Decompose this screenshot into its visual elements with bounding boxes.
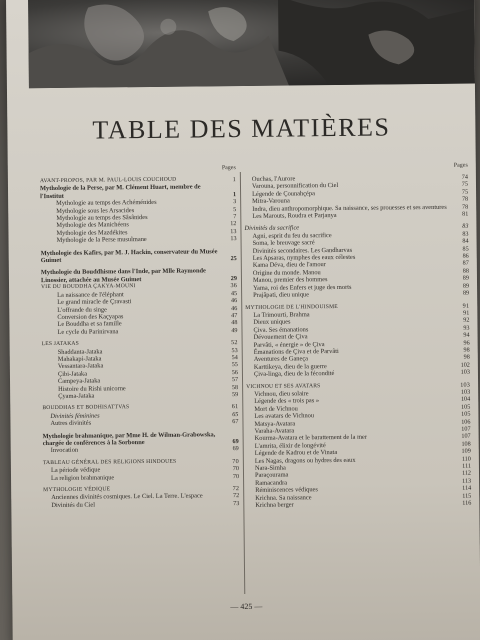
toc-entry-page: 65 [232, 410, 239, 418]
toc-entry-page: 12 [230, 220, 237, 228]
toc-entry-title: Histoire du Rishi unicorne [58, 384, 126, 393]
toc-entry-title: Aventures de Ganeça [253, 355, 309, 364]
toc-entry-page: 96 [463, 339, 470, 347]
toc-entry [42, 418, 238, 427]
toc-entry-page: 73 [233, 499, 240, 507]
toc-entry-page: 69 [232, 438, 239, 446]
toc-entry-page: 53 [231, 346, 238, 354]
toc-entry-page: 61 [231, 403, 239, 411]
toc-entry-page: 103 [460, 381, 471, 389]
toc-entry-title: Vichnou, dieu solaire [254, 390, 309, 398]
toc-entry-page: 46 [231, 304, 238, 312]
toc-entry-title: Prajâpati, dieu unique [253, 291, 310, 299]
toc-entry-title: Divinités du sacrifice [244, 224, 300, 233]
toc-entry-page: 48 [231, 319, 238, 327]
toc-entry-title: Soma, le breuvage sacré [252, 239, 315, 248]
toc-entry [245, 290, 469, 300]
toc-entry-page: 47 [231, 311, 238, 320]
toc-entry-title: Matsya-Avatara [254, 420, 296, 428]
toc-entry-title: La religion brahmanique [51, 473, 115, 482]
toc-entry-page: 52 [231, 339, 238, 347]
toc-entry-title: Ouchas, l'Aurore [251, 175, 296, 183]
toc-entry-page: 29 [230, 274, 237, 282]
toc-entry-page: 114 [462, 484, 472, 492]
toc-entry-page: 13 [230, 235, 237, 243]
toc-entry-page: 89 [462, 274, 470, 282]
toc-entry-page: 70 [232, 472, 240, 480]
book-page [6, 0, 480, 640]
toc-entry-title: Nara-Simha [254, 464, 286, 472]
toc-entry-title: Campeya-Jataka [57, 377, 101, 386]
toc-entry-title: TABLEAU GÉNÉRAL DES RELIGIONS HINDOUES [42, 458, 177, 466]
toc-entry-title: Légende de Çounahçépa [252, 190, 315, 198]
toc-entry-title: Mythologie des Manichéens [56, 221, 129, 230]
toc-entry-title: La Trimourti, Brahma [253, 311, 310, 319]
toc-entry-page: 113 [461, 477, 472, 485]
toc-entry-title: Mythologie des Mazdékites [56, 229, 128, 237]
toc-entry-title: Les avatars de Vichnou [254, 412, 315, 421]
toc-list-right [244, 174, 471, 510]
toc-entry-page: 49 [231, 326, 238, 334]
toc-entry-title: La période védique [50, 466, 101, 475]
page-title: TABLE DES MATIÈRES [92, 112, 391, 145]
toc-entry-page: 69 [232, 445, 239, 453]
toc-entry-page: 110 [461, 455, 471, 463]
toc-entry-page: 91 [462, 302, 470, 310]
toc-entry-page: 56 [231, 368, 238, 376]
toc-entry-page: 107 [461, 433, 471, 441]
toc-entry-page: 55 [231, 361, 238, 369]
toc-list-left [40, 176, 239, 509]
toc-entry-page: 7 [233, 213, 237, 221]
toc-entry-title: Varaha-Avatara [254, 427, 295, 435]
toc-entry-page: 94 [463, 331, 470, 339]
toc-entry-page: 91 [463, 309, 470, 317]
toc-entry-title: Conversion des Kaçyapas [57, 313, 124, 321]
toc-entry-page: 98 [463, 346, 470, 354]
toc-entry-page: 102 [460, 361, 470, 369]
toc-entry-page: 105 [460, 403, 471, 411]
toc-entry-title: Mythologie au temps des Achéménides [56, 199, 157, 208]
toc-entry-title: Divinités féminines [50, 412, 100, 420]
toc-entry-page: 67 [232, 418, 239, 426]
toc-entry-title: Mythologie du Bouddhisme dans l'Inde, par Mlle Raymonde Linossier, attachée au Musée Guimet [40, 267, 206, 284]
toc-column-right [244, 162, 472, 510]
toc-entry-page: 46 [230, 297, 238, 305]
toc-entry-page: 25 [230, 255, 237, 263]
toc-entry-page: 75 [461, 188, 469, 196]
toc-entry-title: Légende des « trois pas » [254, 397, 320, 406]
toc-entry-title: Anciennes divinités cosmiques. Le Ciel. La Terre. L'espace [51, 492, 203, 502]
toc-entry [41, 235, 237, 244]
toc-entry-title: Mythologie sous les Arsacides [56, 206, 135, 215]
toc-entry-title: Parvâti, « énergie » de Çiva [253, 340, 325, 349]
toc-entry-title: Mort de Vichnou [254, 405, 298, 413]
toc-entry-title: Kama Déva, dieu de l'amour [252, 261, 326, 270]
toc-entry-page: 72 [233, 492, 240, 500]
toc-entry-title: Dévouement de Çiva [253, 333, 308, 342]
toc-entry-title: VIE DU BOUDDHA ÇAKYA-MOUNI [41, 283, 136, 291]
toc-entry-page: 112 [461, 470, 472, 478]
toc-entry-title: Divinités du Ciel [51, 501, 96, 509]
toc-entry-page: 1 [232, 176, 236, 184]
toc-entry-title: BOUDDHAS ET BODHISATTVAS [42, 404, 130, 412]
toc-entry-title: Autres divinités [50, 419, 92, 428]
toc-entry-title: Divinités secondaires. Les Gandharvas [252, 246, 353, 255]
toc-entry-page: 106 [461, 418, 471, 426]
toc-entry-page: 104 [460, 395, 471, 404]
toc-entry-title: MYTHOLOGIE VÉDIQUE [43, 486, 111, 494]
toc-entry-page: 84 [462, 237, 469, 245]
toc-entry-title: Légende de Kadrou et de Vinata [254, 449, 338, 458]
toc-entry-title: Mahakapi-Jataka [57, 355, 102, 363]
toc-entry-page: 88 [462, 267, 469, 275]
toc-entry-title: Le Bouddha et sa famille [57, 320, 122, 329]
toc-entry-title: Karttikeya, dieu de la guerre [253, 362, 327, 371]
toc-entry-page: 78 [461, 195, 469, 203]
toc-entry-page: 57 [231, 376, 239, 384]
toc-entry [43, 500, 239, 509]
toc-entry-title: Dieux uniques [253, 318, 291, 327]
toc-entry-page: 107 [461, 425, 471, 433]
toc-entry-title: Les Nagas, dragons ou hydres des eaux [254, 456, 356, 465]
toc-entry-page: 74 [461, 173, 468, 181]
toc-entry-page: 116 [462, 499, 472, 507]
toc-entry-title: L'amrita, élixir de longévité [254, 441, 326, 450]
toc-entry-title: Mythologie au temps des Sâsânides [56, 214, 148, 222]
toc-entry-title: Mythologie brahmanique, par Mme H. de Wilman-Grabowska, chargée de conférences à la Sorbonne [42, 430, 216, 448]
toc-entry-page: 85 [462, 245, 469, 253]
toc-entry-title: La naissance de l'éléphant [57, 290, 124, 299]
toc-entry-page: 59 [231, 391, 239, 399]
toc-entry [42, 391, 238, 400]
toc-entry [43, 445, 239, 454]
toc-entry-page: 5 [233, 205, 237, 213]
toc-entry-title: AVANT-PROPOS, PAR M. PAUL-LOUIS COUCHOUD [39, 176, 177, 185]
toc-entry-title: Invocation [50, 447, 79, 455]
toc-entry-title: Krichna berger [255, 501, 294, 509]
toc-entry-page: 103 [460, 388, 471, 396]
toc-entry-page: 54 [231, 353, 238, 362]
toc-entry-title: Manou, premier des hommes [252, 276, 328, 285]
toc-entry-page: 81 [462, 210, 469, 218]
toc-entry-title: Émanations de Çiva et de Parvâti [253, 347, 339, 356]
toc-entry-page: 111 [462, 462, 471, 470]
toc-entry-title: Çiva-linga, dieu de la fécondité [253, 370, 335, 379]
toc-entry-page: 108 [461, 440, 471, 448]
toc-entry-title: Indra, dieu anthropomorphique. Sa naissance, ses prouesses et ses aventures [252, 203, 447, 213]
toc-entry-page: 72 [232, 485, 240, 493]
toc-entry-title: Les Apsaras, nymphes des eaux célestes [252, 253, 356, 262]
toc-entry [41, 248, 237, 265]
toc-entry-title: LES JATAKAS [41, 340, 80, 348]
toc-entry-title: Yama, roi des Enfers et juge des morts [253, 283, 352, 292]
toc-entry-page: 70 [232, 465, 239, 473]
toc-entry-title: Ramacandra [255, 479, 288, 487]
toc-entry-page: 58 [231, 383, 239, 391]
toc-entry [41, 327, 237, 336]
toc-entry-title: Paraçourama [254, 471, 289, 480]
toc-entry-page: 83 [462, 223, 469, 231]
toc-entry-title: L'offrande du singe [57, 305, 107, 314]
toc-entry-title: VICHNOU ET SES AVATARS [246, 382, 321, 390]
toc-entry-page: 87 [462, 260, 469, 268]
toc-entry-title: Varouna, personnification du Ciel [251, 182, 339, 191]
toc-entry-title: MYTHOLOGIE DE L'HINDOUISME [245, 303, 338, 311]
toc-entry-page: 45 [230, 289, 238, 297]
pages-header-right: Pages [453, 162, 468, 169]
toc-entry-page: 109 [461, 447, 471, 455]
toc-entry-page: 83 [462, 230, 469, 238]
toc-entry-title: Agni, esprit du feu du sacrifice [252, 231, 332, 240]
toc-entry-page: 78 [461, 203, 469, 211]
toc-entry [244, 211, 468, 221]
toc-entry-title: Shaddanta-Jataka [57, 347, 103, 356]
toc-entry-title: Kourma-Avatara et le barattement de la mer [254, 434, 368, 443]
illustration-artwork [28, 0, 475, 88]
toc-entry-page: 103 [460, 368, 470, 376]
illustration-plate [28, 0, 475, 88]
toc-entry-page: 115 [462, 492, 472, 500]
toc-entry-title: Origine du monde. Manou [252, 269, 321, 277]
toc-entry-title: Krichna. Sa naissance [255, 493, 312, 502]
toc-entry-page: 75 [461, 181, 469, 189]
toc-entry-title: Vessantara-Jataka [57, 362, 104, 371]
toc-entry-title: Mythologie de la Perse musulmane [56, 236, 147, 245]
toc-entry-title: Çibi-Jataka [57, 370, 88, 378]
toc-entry-page: 1 [232, 190, 237, 198]
toc-entry-title: Mitra-Varouna [252, 197, 290, 206]
pages-header-left: Pages [221, 165, 236, 172]
toc-entry-title: Çiva. Ses émanations [253, 326, 309, 334]
toc-entry-title: Réminiscences védiques [255, 486, 318, 495]
toc-entry-page: 92 [463, 316, 470, 324]
toc-entry-page: 89 [462, 282, 470, 290]
toc-entry-title: Le grand miracle de Çravasti [57, 298, 132, 307]
toc-entry-title: Mythologie de la Perse, par M. Clément Huart, membre de l'Institut [39, 183, 201, 200]
toc-entry-title: Mythologie des Kafirs, par M. J. Hackin, conservateur du Musée Guimet [40, 247, 218, 265]
toc-entry-title: Le cycle du Parinirvana [57, 328, 119, 336]
toc-entry-page: 89 [462, 289, 470, 297]
toc-entry-page: 3 [233, 198, 237, 206]
toc-entry [246, 369, 470, 379]
toc-entry-page: 105 [461, 410, 471, 418]
toc-column-left [40, 164, 240, 509]
toc-entry-title: Les Marouts, Roudra et Parjanya [252, 212, 337, 220]
toc-entry-page: 70 [232, 457, 239, 465]
toc-entry-page: 36 [230, 282, 238, 290]
toc-entry [247, 500, 471, 510]
toc-entry-page: 98 [463, 353, 470, 362]
toc-entry-page: 13 [230, 227, 237, 235]
page-number: — 425 — [230, 601, 263, 612]
toc-entry-page: 93 [463, 324, 470, 332]
toc-entry-title: Çyama-Jataka [58, 392, 95, 400]
toc-entry [43, 473, 239, 482]
toc-entry-page: 86 [462, 252, 469, 260]
